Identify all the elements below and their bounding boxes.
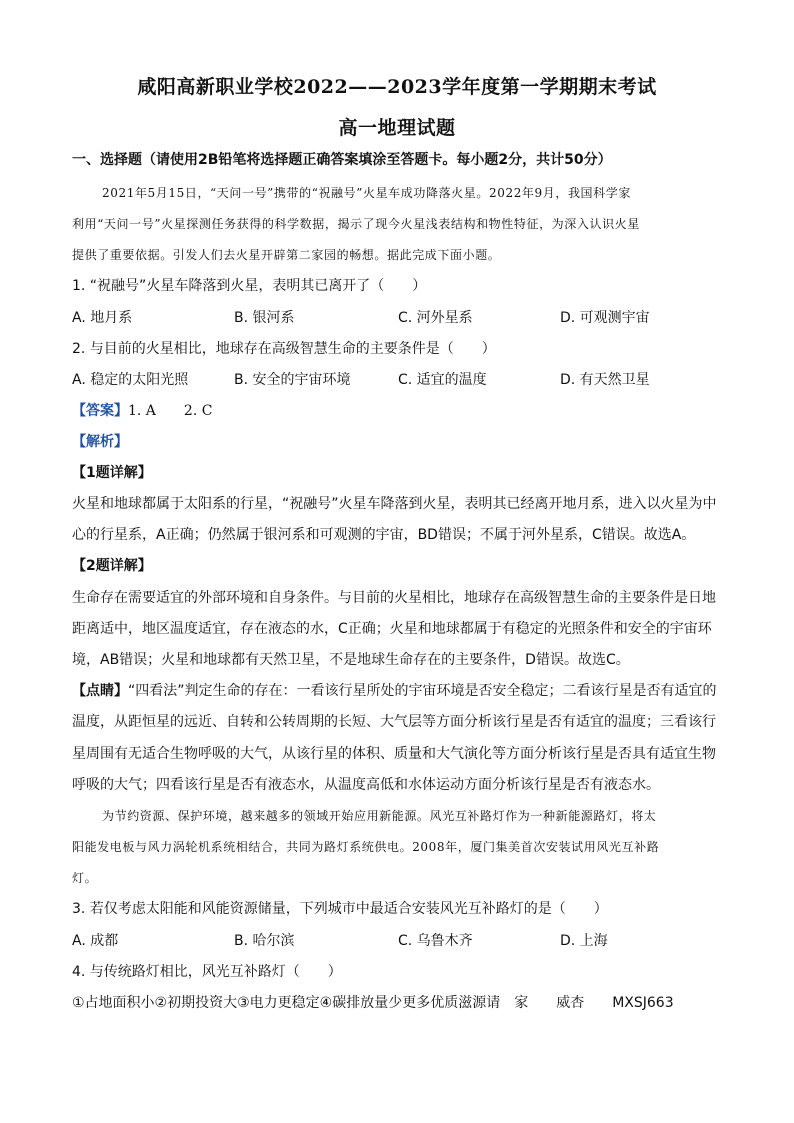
tip-line: 温度，从距恒星的远近、自转和公转周期的长短、大气层等方面分析该行星是否有适宜的温度；三看该行 bbox=[72, 714, 716, 730]
passage-line: 为节约资源、保护环境，越来越多的领域开始应用新能源。风光互补路灯作为一种新能源路灯，将太 bbox=[102, 809, 657, 823]
tip-line: 呼吸的大气；四看该行星是否有液态水，从温度高低和水体运动方面分析该行星是否有液态水。 bbox=[72, 777, 660, 793]
passage-line: 提供了重要依据。引发人们去火星开辟第二家园的畅想。据此完成下面小题。 bbox=[72, 248, 501, 262]
answer-label: 【答案】 bbox=[72, 403, 128, 419]
exam-subtitle: 高一地理试题 bbox=[338, 117, 456, 139]
option-d: D. 上海 bbox=[560, 933, 608, 949]
detail-1-line: 心的行星系，A正确；仍然属于银河系和可观测的宇宙，BD错误；不属于河外星系，C错误。故选A。 bbox=[72, 527, 696, 543]
detail-2-line: 距离适中，地区温度适宜，存在液态的水，C正确；火星和地球都属于有稳定的光照条件和安全的宇宙环 bbox=[72, 621, 712, 637]
option-a: A. 成都 bbox=[72, 933, 119, 949]
detail-2-line: 生命存在需要适宜的外部环境和自身条件。与目前的火星相比，地球存在高级智慧生命的主要条件是日地 bbox=[72, 590, 716, 606]
detail-2-line: 境，AB错误；火星和地球都有天然卫星，不是地球生命存在的主要条件，D错误。故选C。 bbox=[72, 652, 630, 668]
tip-line: 星周围有无适合生物呼吸的大气，从该行星的体积、质量和大气演化等方面分析该行星是否具有适宜生物 bbox=[72, 746, 716, 762]
question-stem: 2. 与目前的火星相比，地球存在高级智慧生命的主要条件是（ ） bbox=[72, 341, 496, 357]
tip-row bbox=[72, 681, 732, 701]
option-b: B. 银河系 bbox=[234, 310, 295, 326]
option-a: A. 地月系 bbox=[72, 310, 133, 326]
question-stem: 3. 若仅考虑太阳能和风能资源储量，下列城市中最适合安装风光互补路灯的是（ ） bbox=[72, 901, 608, 917]
answer-row bbox=[72, 401, 732, 421]
detail-1-label: 【1题详解】 bbox=[72, 465, 152, 481]
detail-2-label: 【2题详解】 bbox=[72, 558, 152, 574]
option-b: B. 哈尔滨 bbox=[234, 933, 295, 949]
question-stem: 1. “祝融号”火星车降落到火星，表明其已离开了（ ） bbox=[72, 278, 427, 294]
answer-text: 1. A 2. C bbox=[128, 403, 213, 419]
option-d: D. 有天然卫星 bbox=[560, 372, 650, 388]
section-heading: 一、选择题（请使用2B铅笔将选择题正确答案填涂至答题卡。每小题2分，共计50分） bbox=[72, 152, 612, 168]
detail-1-line: 火星和地球都属于太阳系的行星，“祝融号”火星车降落到火星，表明其已经离开地月系，进入以火星为中 bbox=[72, 496, 717, 512]
passage-line: 灯。 bbox=[72, 871, 98, 885]
passage-line: 2021年5月15日，“天问一号”携带的“祝融号”火星车成功降落火星。2022年9月，我国科学家 bbox=[102, 186, 631, 200]
option-d: D. 可观测宇宙 bbox=[560, 310, 650, 326]
analysis-label: 【解析】 bbox=[72, 434, 128, 450]
tip-label: 【点睛】 bbox=[72, 683, 128, 699]
question-options-line: ①占地面积小②初期投资大③电力更稳定④碳排放量少更多优质滋源请 家 威杏 MXSJ663 bbox=[72, 995, 674, 1011]
passage-line: 阳能发电板与风力涡轮机系统相结合，共同为路灯系统供电。2008年，厦门集美首次安装试用风光互补路 bbox=[72, 840, 660, 854]
passage-line: 利用“天问一号”火星探测任务获得的科学数据，揭示了现今火星浅表结构和物性特征，为深入认识火星 bbox=[72, 217, 640, 231]
tip-text: “四看法”判定生命的存在：一看该行星所处的宇宙环境是否安全稳定；二看该行星是否有适宜的 bbox=[128, 683, 717, 699]
exam-title: 咸阳高新职业学校2022——2023学年度第一学期期末考试 bbox=[137, 76, 657, 98]
question-stem: 4. 与传统路灯相比，风光互补路灯（ ） bbox=[72, 964, 342, 980]
option-c: C. 乌鲁木齐 bbox=[398, 933, 473, 949]
option-b: B. 安全的宇宙环境 bbox=[234, 372, 351, 388]
option-c: C. 河外星系 bbox=[398, 310, 473, 326]
option-a: A. 稳定的太阳光照 bbox=[72, 372, 189, 388]
option-c: C. 适宜的温度 bbox=[398, 372, 487, 388]
